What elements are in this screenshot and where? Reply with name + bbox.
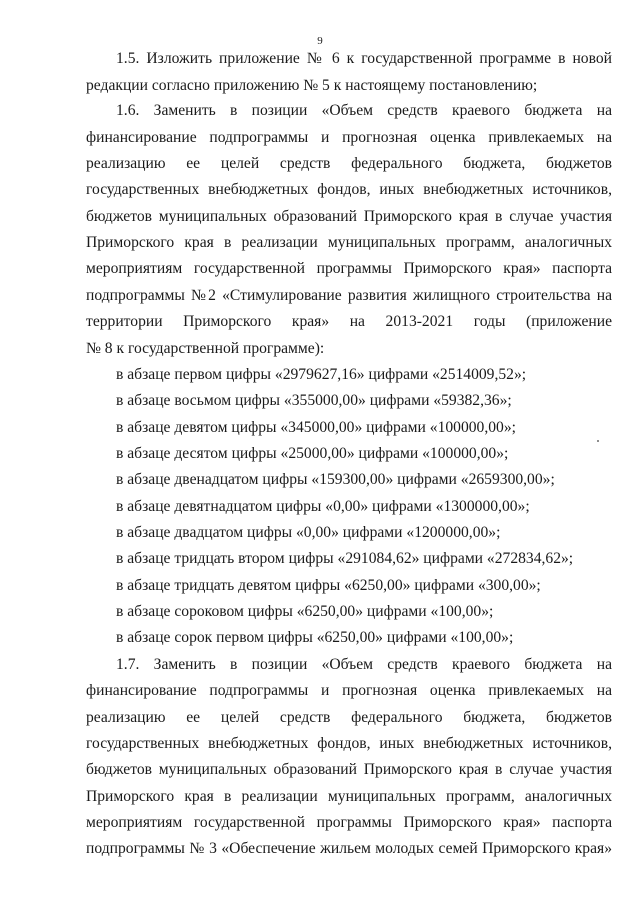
amendment-item-7: в абзаце двадцатом цифры «0,00» цифрами «1200000,00»; (116, 524, 501, 541)
section-1-7-line-1: 1.7. Заменить в позиции «Объем средств краевого бюджета на (116, 656, 612, 673)
section-1-7-line-4: государственных внебюджетных фондов, иных внебюджетных источников, (86, 735, 612, 752)
section-1-7-line-7: мероприятиям государственной программы Приморского края» паспорта (86, 814, 612, 831)
amendment-item-8: в абзаце тридцать втором цифры «291084,62» цифрами «272834,62»; (116, 550, 574, 567)
section-1-7-line-5: бюджетов муниципальных образований Приморского края в случае участия (86, 761, 612, 778)
amendment-item-2: в абзаце восьмом цифры «355000,00» цифрами «59382,36»; (116, 392, 512, 409)
scan-speck (597, 440, 599, 442)
section-1-6-line-3: реализацию ее целей средств федерального бюджета, бюджетов (86, 155, 612, 172)
section-1-6-line-2: финансирование подпрограммы и прогнозная оценка привлекаемых на (86, 129, 612, 146)
section-1-6-line-8: подпрограммы №2 «Стимулирование развития жилищного строительства на (86, 287, 612, 304)
section-1-6-line-6: Приморского края в реализации муниципальных программ, аналогичных (86, 234, 612, 251)
amendment-item-3: в абзаце девятом цифры «345000,00» цифрами «100000,00»; (116, 419, 516, 436)
section-1-7-line-2: финансирование подпрограммы и прогнозная оценка привлекаемых на (86, 682, 612, 699)
amendment-item-6: в абзаце девятнадцатом цифры «0,00» цифрами «1300000,00»; (116, 498, 530, 515)
section-1-7-line-6: Приморского края в реализации муниципальных программ, аналогичных (86, 788, 612, 805)
amendment-item-4: в абзаце десятом цифры «25000,00» цифрами «100000,00»; (116, 445, 509, 462)
section-1-6-line-4: государственных внебюджетных фондов, иных внебюджетных источников, (86, 181, 612, 198)
page-number: 9 (317, 35, 323, 47)
section-1-6-line-1: 1.6. Заменить в позиции «Объем средств краевого бюджета на (116, 102, 612, 119)
section-1-7-line-3: реализацию ее целей средств федерального бюджета, бюджетов (86, 709, 612, 726)
section-1-6-line-9: территории Приморского края» на 2013-2021 годы (приложение (86, 313, 612, 330)
amendment-item-9: в абзаце тридцать девятом цифры «6250,00» цифрами «300,00»; (116, 577, 541, 594)
amendment-item-1: в абзаце первом цифры «2979627,16» цифрами «2514009,52»; (116, 366, 527, 383)
amendment-item-5: в абзаце двенадцатом цифры «159300,00» цифрами «2659300,00»; (116, 471, 555, 488)
amendment-item-10: в абзаце сороковом цифры «6250,00» цифрами «100,00»; (116, 603, 494, 620)
section-1-7-line-8: подпрограммы № 3 «Обеспечение жильем молодых семей Приморского края» (86, 840, 612, 857)
section-1-5-line-1: 1.5. Изложить приложение № 6 к государственной программе в новой (116, 50, 612, 67)
amendment-item-11: в абзаце сорок первом цифры «6250,00» цифрами «100,00»; (116, 629, 514, 646)
section-1-6-line-5: бюджетов муниципальных образований Приморского края в случае участия (86, 208, 612, 225)
section-1-6-line-10: № 8 к государственной программе): (86, 340, 325, 357)
section-1-6-line-7: мероприятиям государственной программы Приморского края» паспорта (86, 260, 612, 277)
section-1-5-line-2: редакции согласно приложению № 5 к настоящему постановлению; (86, 77, 538, 94)
